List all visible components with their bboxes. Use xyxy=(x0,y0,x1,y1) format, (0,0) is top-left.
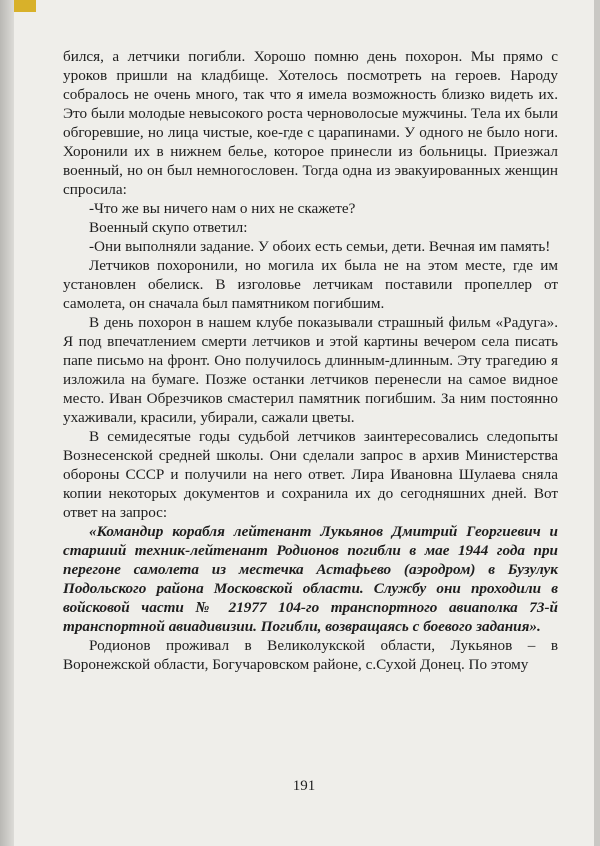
book-page xyxy=(14,0,594,846)
corner-tab xyxy=(14,0,36,12)
page-text xyxy=(63,47,558,674)
page-number: 191 xyxy=(292,778,316,794)
archive-quote: «Командир корабля лейтенант Лукьянов Дмитрий Георгиевич и старший техник-лейтенант Родионов погибли в мае 1944 года при перегоне самолета из местечка Астафьево (аэродром) в Бузулук Подольского района Московской области. Службу они проходили в войсковой части № 21977 104-го транспортного авиаполка 73-й транспортной авиадивизии. Погибли, возвращаясь с боевого задания». xyxy=(63,523,558,635)
paragraph-5: Летчиков похоронили, но могила их была не на этом месте, где им установлен обелиск. В изголовье летчикам поставили пропеллер от самолета, он сначала был памятником погибшим. xyxy=(63,257,558,312)
paragraph-6: В день похорон в нашем клубе показывали страшный фильм «Радуга». Я под впечатлением смерти летчиков и этой картины вечером села писать папе письмо на фронт. Оно получилось длинным-длинным. Эту трагедию я изложила на бумаге. Позже останки летчиков перенесли на самое видное место. Иван Обрезчиков смастерил памятник погибшим. За ним постоянно ухаживали, красили, убирали, сажали цветы. xyxy=(63,314,558,426)
paragraph-1: бился, а летчики погибли. Хорошо помню день похорон. Мы прямо с уроков пришли на кладбище. Хотелось посмотреть на героев. Народу собралось не очень много, так что я имела возможность близко видеть их. Это были молодые невысокого роста черноволосые мужчины. Тела их были обгоревшие, но лица чистые, кое-где с царапинами. У одного не было ноги. Хоронили их в нижнем белье, которое принесли из больницы. Приезжал военный, но он был немногословен. Тогда одна из эвакуированных женщин спросила: xyxy=(63,48,558,198)
paragraph-4: -Они выполняли задание. У обоих есть семьи, дети. Вечная им память! xyxy=(89,238,551,255)
page-edge xyxy=(0,0,14,846)
paragraph-3: Военный скупо ответил: xyxy=(89,219,248,236)
paragraph-9: Родионов проживал в Великолукской области, Лукьянов – в Воронежской области, Богучаровском районе, с.Сухой Донец. По этому xyxy=(63,637,558,673)
paragraph-2: -Что же вы ничего нам о них не скажете? xyxy=(89,200,356,217)
paragraph-7: В семидесятые годы судьбой летчиков заинтересовались следопыты Вознесенской средней школы. Они сделали запрос в архив Министерства обороны СССР и получили на него ответ. Лира Ивановна Шулаева сняла копии некоторых документов и сохранила их до сегодняшних дней. Вот ответ на запрос: xyxy=(63,428,558,521)
